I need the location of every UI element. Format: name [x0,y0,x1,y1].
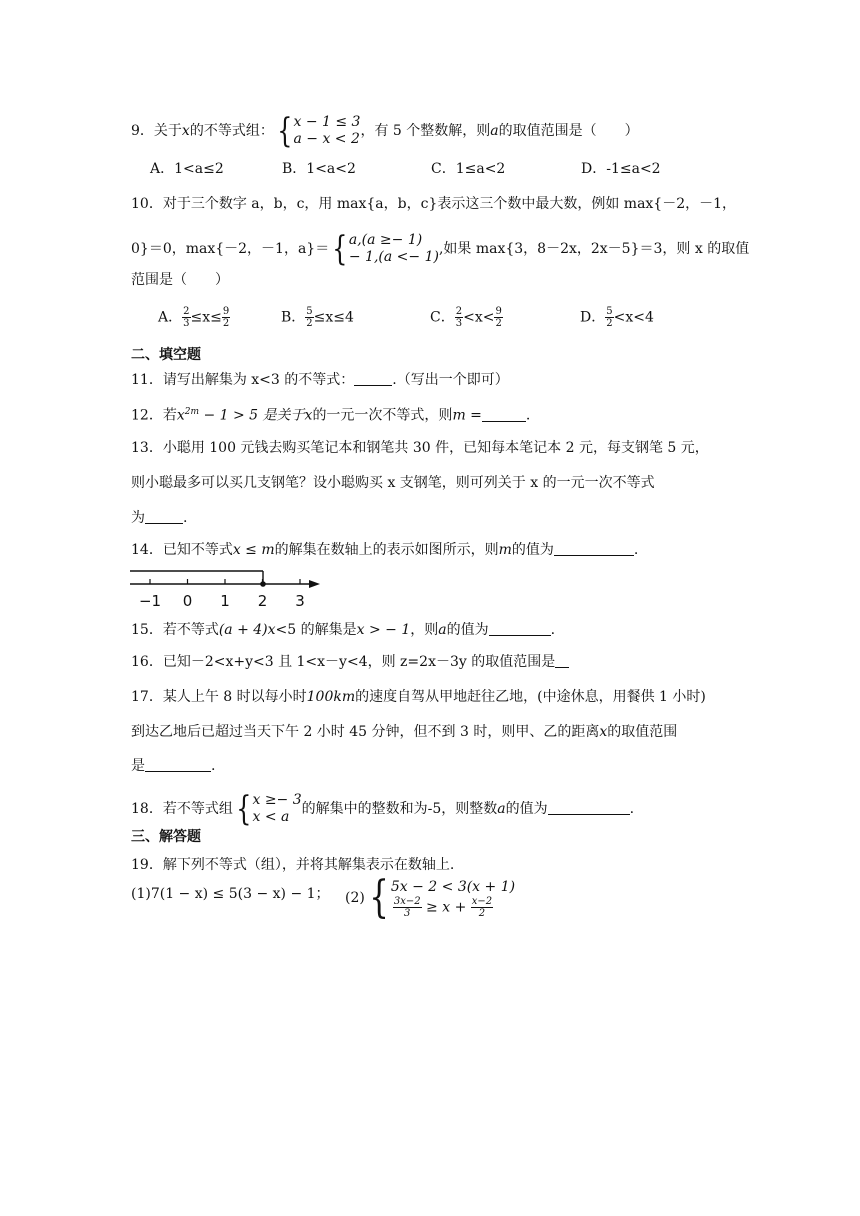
q18-text-2: 的解集中的整数和为-5，则整数 [301,801,498,817]
q10-text: 0}＝0，max{－2，－1，a}＝ [131,241,330,257]
q14-text-2: 的解集在数轴上的表示如图所示，则 [274,542,499,558]
fraction [494,306,502,329]
q17-text-5: 是 [131,758,145,774]
q17-var-x: x [599,724,608,740]
q18-text: 18．若不等式组 [131,801,233,817]
number-line-tick-label: −1 [138,592,162,610]
q9-brace: { [277,111,293,151]
frac-den: 2 [478,907,486,919]
q15-text: 15．若不等式 [131,622,219,638]
q10-option-c [430,306,503,329]
q11-text-2: .（写出一个即可） [392,372,509,388]
question-17-line-3 [131,756,215,776]
q17-answer-blank[interactable] [145,757,211,772]
q18-var-a: a [497,801,506,817]
question-17-line-2 [131,722,677,742]
q17-text-3: 到达乙地后已超过当天下午 2 小时 45 分钟，但不到 3 时，则甲、乙的距离 [131,724,600,740]
q12-equals: = [465,407,482,424]
q17-text-4: 的取值范围 [607,724,678,740]
q16-answer-blank[interactable] [555,653,569,668]
q9-text-2: ，有 5 个整数解，则 [360,123,491,139]
frac-den: 2 [306,318,313,329]
question-10-line-1: 10．对于三个数字 a，b，c，用 max{a，b，c}表示这三个数中最大数，例如 max{－2，－1， [131,196,737,212]
q9-option-a: A．1<a≤2 [150,161,224,177]
frac-num: 5 [606,306,613,317]
q9-system-line-2: a − x < 2 [293,131,360,147]
frac-num: 3x−2 [393,895,421,907]
number-line-tick-label: 1 [220,592,230,610]
q10-option-b [281,306,354,329]
q10-text-2: ,如果 max{3，8－2x，2x－5}＝3，则 x 的取值 [438,241,750,257]
frac-num: 2 [455,306,463,317]
q17-text: 17．某人上午 8 时以每小时 [131,689,307,705]
q15-expression: (a + 4)x [218,622,276,638]
q9-prefix: 9．关于 [131,123,182,139]
fraction [305,306,313,329]
frac-num: 5 [306,306,313,317]
q9-system-line-1: x − 1 ≤ 3 [293,114,361,130]
q9-system [293,114,360,148]
q19-line-2-mid: ≥ x + [421,899,471,915]
q15-text-4: 的值为 [446,622,489,638]
question-13-line-3 [131,508,187,528]
frac-den: 3 [455,318,463,329]
question-15 [131,620,555,640]
q18-text-3: 的值为 [505,801,548,817]
q14-text: 14．已知不等式 [131,542,233,558]
q19-system-line-2 [391,896,493,919]
q14-var-m: m [498,542,512,558]
q9-suffix: 的取值范围是（ ） [498,123,639,139]
frac-num: 2 [183,306,190,317]
q19-part-2 [345,872,516,923]
frac-den: 2 [606,318,613,329]
q10-option-a-label: A． [158,309,183,326]
q18-system-line-2: x < a [252,809,290,825]
q19-system [391,878,515,919]
q12-text-3: 的一元一次不等式，则 [312,407,453,424]
q12-exponent: 2m [184,407,199,417]
q15-text-3: ，则 [410,622,439,638]
q12-text: 12．若 [131,407,177,424]
q9-option-b: B．1<a<2 [282,161,356,177]
q17-text-2: 的速度自驾从甲地赶往乙地，(中途休息，用餐供 1 小时) [355,689,706,705]
q13-answer-blank[interactable] [145,509,183,524]
q12-var-x-2: x [304,407,313,424]
q15-answer-blank[interactable] [489,621,551,636]
q9-option-d: D．-1≤a<2 [581,161,661,177]
q10-brace: { [332,229,348,269]
q11-answer-blank[interactable] [354,371,392,386]
q13-text: 为 [131,510,145,526]
q17-period: . [211,758,216,774]
number-line-tick-label: 0 [182,592,193,610]
q12-text-2: − 1 > 5 是关于 [199,407,305,424]
q19-part-1 [131,884,330,904]
frac-den: 3 [404,907,411,919]
question-9 [131,111,639,151]
q18-brace: { [236,789,252,829]
q10-piece-2: − 1,(a <− 1) [348,249,439,265]
q18-answer-blank[interactable] [548,800,630,815]
q10-option-a-mid: ≤x≤ [190,309,222,326]
frac-den: 3 [183,318,190,329]
question-14 [131,540,638,560]
question-13-line-2: 则小聪最多可以买几支钢笔？设小聪购买 x 支钢笔，则可列关于 x 的一元一次不等式 [131,475,655,491]
fraction [605,306,613,329]
number-line-tick-label: 3 [295,592,305,610]
question-19-intro: 19．解下列不等式（组），并将其解集表示在数轴上. [131,857,455,873]
q14-inequality: x ≤ m [232,542,275,558]
q9-var-x: x [181,123,190,139]
q10-option-d-label: D． [580,309,606,326]
number-line-tick-label: 2 [257,592,268,610]
q10-option-d [580,306,654,329]
question-13-line-1: 13．小聪用 100 元钱去购买笔记本和钢笔共 30 件，已知每本笔记本 2 元，每支钢笔 5 元， [131,440,709,456]
section-3-heading: 三、解答题 [131,829,201,845]
fraction [222,306,230,329]
question-11 [131,370,509,390]
q10-option-c-label: C． [430,309,455,326]
q18-system [252,792,301,826]
q14-text-3: 的值为 [511,542,554,558]
q10-option-b-label: B． [281,309,306,326]
q12-var-x: x [176,407,185,424]
q9-text: 的不等式组： [189,123,274,139]
q10-piecewise [349,232,439,266]
q9-var-a: a [490,123,499,139]
q10-option-b-mid: ≤x≤4 [313,309,354,326]
frac-den: 2 [495,318,502,329]
frac-num: 9 [222,306,230,317]
frac-num: 9 [495,306,502,317]
q17-speed: 100km [306,689,356,705]
q15-solution: x > − 1 [356,622,411,638]
question-12 [131,402,530,426]
q15-text-2: <5 的解集是 [275,622,357,638]
q10-piece-1: a,(a ≥− 1) [348,232,423,248]
section-2-heading: 二、填空题 [131,347,201,363]
q10-option-d-mid: <x<4 [613,309,654,326]
fraction [471,896,493,919]
fraction [182,306,190,329]
question-10-line-3: 范围是（ ） [131,272,229,288]
question-16 [131,652,569,672]
question-18 [131,789,635,829]
q14-answer-blank[interactable] [554,541,634,556]
number-line-figure [126,562,326,612]
q14-period: . [633,542,639,558]
number-line-arrow-icon [309,580,320,588]
fraction [455,306,463,329]
question-17-line-1 [131,687,706,707]
fraction [393,896,422,919]
q18-system-line-1: x ≥− 3 [252,792,302,808]
q15-var-a: a [438,622,447,638]
frac-num: x−2 [471,895,493,907]
q13-period: . [183,510,188,526]
q12-period: . [525,407,531,424]
q11-text: 11．请写出解集为 x<3 的不等式： [131,372,355,388]
q15-period: . [550,622,556,638]
q19-brace: { [369,872,389,923]
q10-option-a [158,306,230,329]
question-10-line-2 [131,229,750,269]
q16-text: 16．已知－2<x+y<3 且 1<x－y<4，则 z=2x－3y 的取值范围是 [131,654,556,670]
q12-var-m: m [452,407,466,424]
q19-part-2-label: (2) [345,890,365,906]
q19-system-line-1: 5x − 2 < 3(x + 1) [390,878,516,895]
q9-option-c: C．1≤a<2 [431,161,506,177]
q10-option-c-mid: <x< [463,309,495,326]
q12-answer-blank[interactable] [482,407,526,422]
q19-part-1-text: (1)7(1 − x) ≤ 5(3 − x) − 1； [131,886,330,902]
q18-period: . [629,801,635,817]
frac-den: 2 [222,318,230,329]
